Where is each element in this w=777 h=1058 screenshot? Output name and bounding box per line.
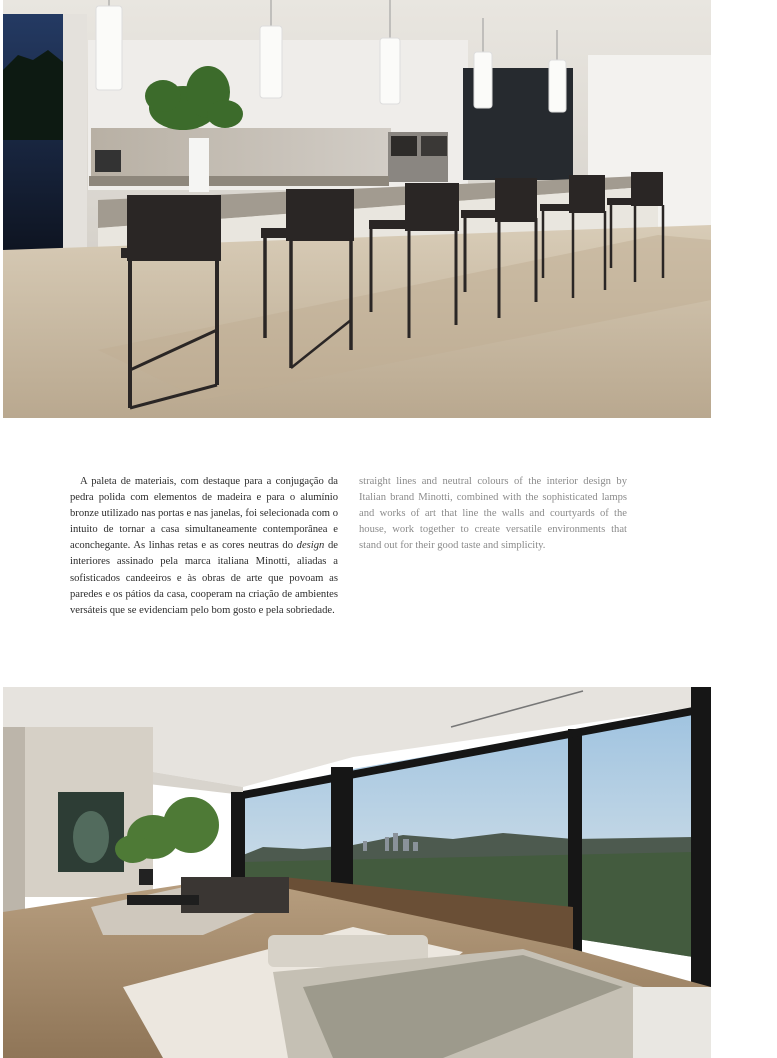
bedroom-illustration — [3, 687, 711, 1058]
portuguese-text-column — [70, 474, 338, 619]
portuguese-paragraph — [70, 474, 338, 619]
english-paragraph: straight lines and neutral colours of the interior design by Italian brand Minotti, combined with the sophisticated lamps and works of art that line the walls and courtyards of the house, work together to create versatile environments that stand out for their good taste and simplicity. — [359, 476, 627, 552]
kitchen-illustration — [3, 0, 711, 418]
portuguese-text-part-1: A paleta de materiais, com destaque para a conjugação da pedra polida com elementos de madeira e para o alumínio bronze utilizado nas portas e nas janelas, foi selecionada com o intuito de tornar a casa simultaneamente contemporânea e aconchegante. As linhas retas e as cores neutras do — [70, 476, 338, 552]
portuguese-italic-word: design — [296, 540, 325, 552]
kitchen-photo — [3, 0, 711, 418]
bedroom-photo — [3, 687, 711, 1058]
portuguese-text-part-2: de interiores assinado pela marca italiana Minotti, aliadas a sofisticados candeeiros e às obras de arte que povoam as paredes e os pátios da casa, cooperam na criação de ambientes versáteis que se evidenciam pelo bom gosto e pela sobriedade. — [70, 540, 338, 616]
english-text-column — [359, 474, 627, 554]
